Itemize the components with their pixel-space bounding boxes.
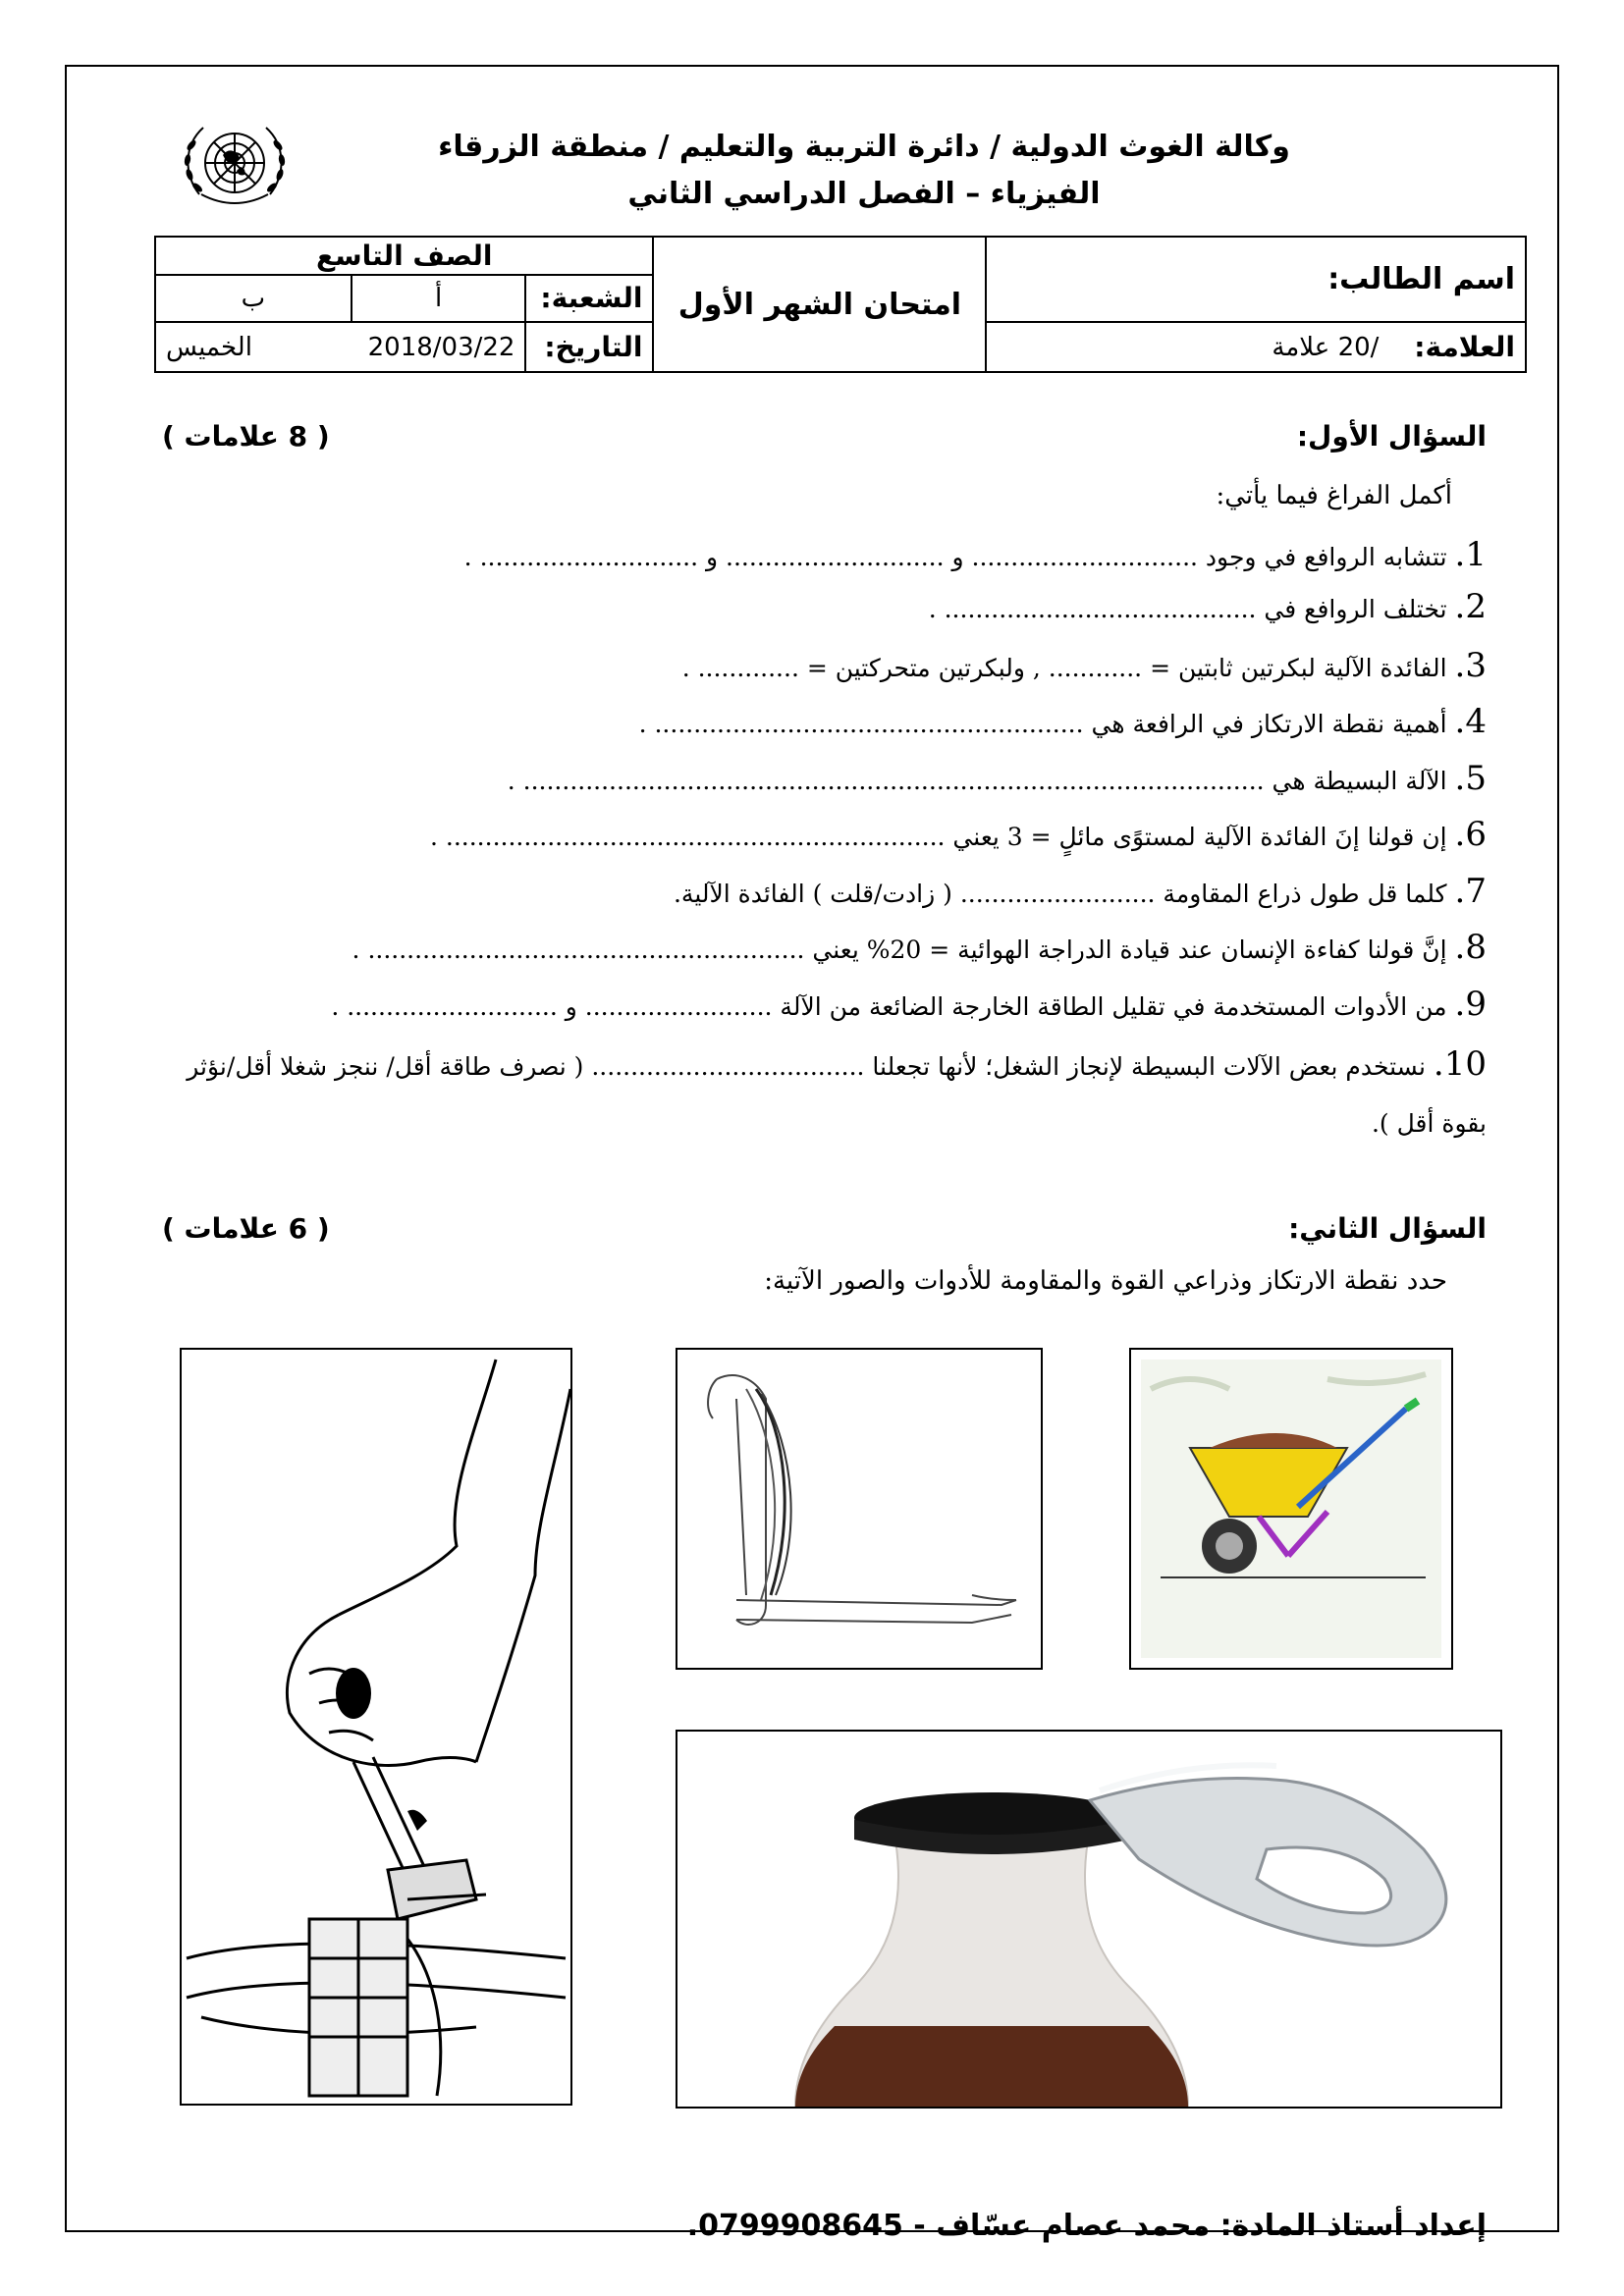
arm-muscle-illustration bbox=[676, 1348, 1043, 1670]
q1-item: 5.الآلة البسيطة هي ............................................................................................... . bbox=[507, 759, 1487, 798]
q2-marks: ( 6 علامات ) bbox=[162, 1212, 330, 1245]
hammer-illustration bbox=[180, 1348, 572, 2106]
q1-item: 10.نستخدم بعض الآلات البسيطة لإنجاز الشغل؛ لأنها تجعلنا ................................... ( نصرف طاقة أقل/ ننجز شغلا أقل/نؤثر بقوة أقل ). bbox=[187, 1044, 1487, 1138]
q2-intro: حدد نقطة الارتكاز وذراعي القوة والمقاومة للأدوات والصور الآتية: bbox=[764, 1266, 1447, 1296]
q1-title: السؤال الأول: bbox=[1296, 420, 1487, 453]
q2-title: السؤال الثاني: bbox=[1288, 1212, 1487, 1245]
q1-intro: أكمل الفراغ فيما يأتي: bbox=[1216, 481, 1452, 510]
q1-item: 9.من الأدوات المستخدمة في تقليل الطاقة الخارجة الضائعة من الآلة ........................ و ........................... . bbox=[331, 985, 1487, 1024]
class-value: الصف التاسع bbox=[315, 239, 493, 272]
exam-title: امتحان الشهر الأول bbox=[677, 287, 962, 322]
q1-item: 2.تختلف الروافع في ........................................ . bbox=[928, 587, 1487, 626]
q1-item: 6.إن قولنا إنَ الفائدة الآلية لمستوًى مائلٍ = 3 يعني ................................................................ . bbox=[430, 815, 1487, 854]
footer-credit: إعداد أستاذ المادة: محمد عصام عسّاف - 0799908645. bbox=[686, 2209, 1487, 2243]
header-line-2: الفيزياء – الفصل الدراسي الثاني bbox=[627, 177, 1101, 211]
q1-item: 1.تتشابه الروافع في وجود ............................. و ............................ و ............................ . bbox=[463, 535, 1487, 574]
bottle-opener-photo bbox=[676, 1730, 1502, 2109]
section-label: الشعبة: bbox=[540, 282, 643, 315]
un-emblem-icon bbox=[162, 116, 307, 214]
q1-item: 8.إنَّ قولنا كفاءة الإنسان عند قيادة الدراجة الهوائية = 20% يعني ........................................................ . bbox=[352, 928, 1487, 967]
q1-item: 4.أهمية نقطة الارتكاز في الرافعة هي ....................................................... . bbox=[638, 702, 1487, 741]
day-value: الخميس bbox=[166, 332, 252, 362]
q1-item: 7.كلما قل طول ذراع المقاومة ......................... ( زادت/قلت ) الفائدة الآلية. bbox=[673, 872, 1487, 911]
grade-label: العلامة: bbox=[1414, 331, 1515, 364]
info-table bbox=[154, 236, 1527, 373]
wheelbarrow-illustration bbox=[1129, 1348, 1453, 1670]
grade-value: /20 علامة bbox=[1272, 332, 1380, 362]
date-value: 2018/03/22 bbox=[367, 332, 515, 362]
section-a: أ bbox=[434, 283, 443, 313]
q1-marks: ( 8 علامات ) bbox=[162, 420, 330, 453]
date-label: التاريخ: bbox=[544, 331, 643, 364]
section-b: ب bbox=[241, 283, 266, 313]
q1-item: 3.الفائدة الآلية لبكرتين ثابتين = ............ , ولبكرتين متحركتين = ............. . bbox=[681, 646, 1487, 685]
header-line-1: وكالة الغوث الدولية / دائرة التربية والتعليم / منطقة الزرقاء bbox=[438, 130, 1290, 164]
student-name-label: اسم الطالب: bbox=[1327, 262, 1515, 297]
